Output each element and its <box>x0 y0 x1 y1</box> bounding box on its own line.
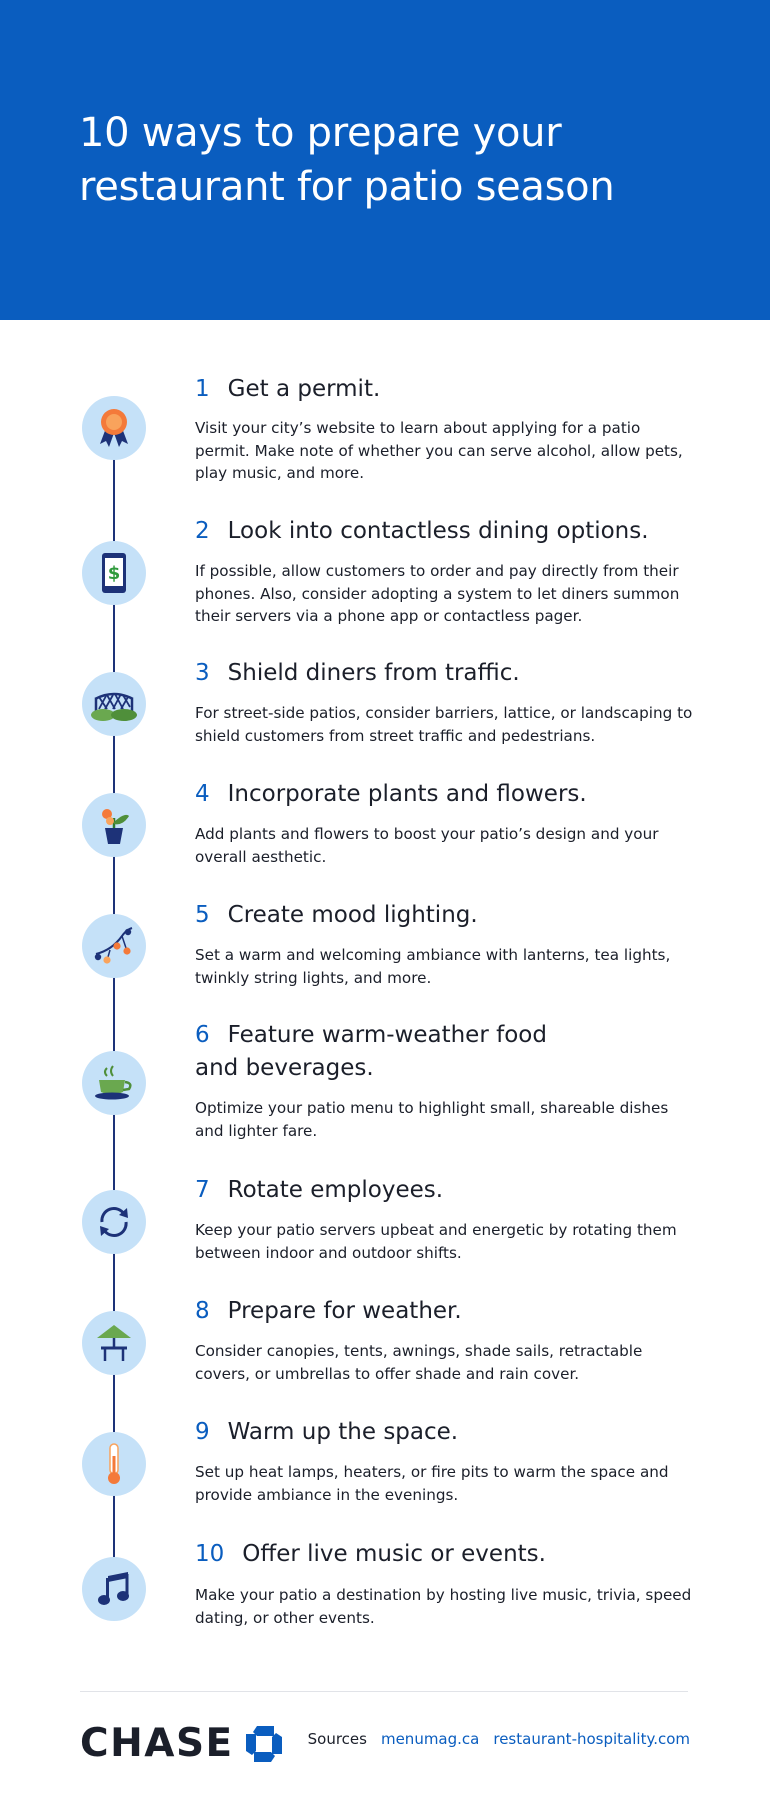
step-number: 6 <box>195 1022 210 1048</box>
step-title <box>195 1174 715 1207</box>
step-title <box>195 778 715 811</box>
step-number: 5 <box>195 902 210 928</box>
thermometer-icon <box>82 1432 146 1496</box>
award-ribbon-icon <box>82 396 146 460</box>
sources-label: Sources <box>307 1730 367 1748</box>
phone-dollar-icon <box>82 541 146 605</box>
step-title <box>195 1295 715 1328</box>
step-number: 4 <box>195 781 210 807</box>
step-title <box>195 515 715 548</box>
source-link-menumag[interactable]: menumag.ca <box>380 1730 480 1748</box>
potted-plant-icon <box>82 793 146 857</box>
step-description: Set up heat lamps, heaters, or fire pits to warm the space and provide ambiance in the evenings. <box>195 1463 669 1504</box>
step-title-text-cont: and beverages. <box>195 1055 374 1081</box>
umbrella-table-icon <box>82 1311 146 1375</box>
step-description: Add plants and flowers to boost your patio’s design and your overall aesthetic. <box>195 825 659 866</box>
step-title-text: Incorporate plants and flowers. <box>227 781 587 807</box>
step-title <box>195 657 715 690</box>
step-description: Consider canopies, tents, awnings, shade sails, retractable covers, or umbrellas to offer shade and rain cover. <box>195 1342 643 1383</box>
chase-octagon-icon <box>244 1724 284 1764</box>
step-description: Visit your city’s website to learn about applying for a patio permit. Make note of whether you can serve alcohol, allow pets, play music, and more. <box>195 419 683 482</box>
step-description: Set a warm and welcoming ambiance with lanterns, tea lights, twinkly string lights, and more. <box>195 946 671 987</box>
step-number: 3 <box>195 660 210 686</box>
step-number: 1 <box>195 376 210 402</box>
step-number: 2 <box>195 518 210 544</box>
hot-cup-icon <box>82 1051 146 1115</box>
svg-text:$: $ <box>107 563 121 584</box>
step-description: Make your patio a destination by hosting live music, trivia, speed dating, or other events. <box>195 1586 692 1627</box>
chase-logo <box>80 1722 284 1766</box>
chase-wordmark: CHASE <box>80 1721 234 1766</box>
step-title-text: Offer live music or events. <box>242 1541 546 1567</box>
step-title-text: Create mood lighting. <box>227 902 478 928</box>
step-title <box>195 373 715 406</box>
fence-icon <box>82 672 146 736</box>
step-title <box>195 1416 715 1449</box>
step-description: Keep your patio servers upbeat and energetic by rotating them between indoor and outdoor shifts. <box>195 1221 677 1262</box>
step-description: If possible, allow customers to order and pay directly from their phones. Also, consider adopting a system to let diners summon their servers via a phone app or contactless pager. <box>195 562 680 625</box>
step-title-text: Rotate employees. <box>227 1177 444 1203</box>
sources <box>308 1730 690 1748</box>
step-description: For street-side patios, consider barriers, lattice, or landscaping to shield customers from street traffic and pedestrians. <box>195 704 693 745</box>
string-lights-icon <box>82 914 146 978</box>
title-line-2: restaurant for patio season <box>79 164 615 210</box>
step-title-text: Warm up the space. <box>227 1419 459 1445</box>
step-title-text: Shield diners from traffic. <box>227 660 520 686</box>
step-title-text: Feature warm-weather food <box>227 1022 547 1048</box>
step-description: Optimize your patio menu to highlight small, shareable dishes and lighter fare. <box>195 1099 669 1140</box>
music-note-icon <box>82 1557 146 1621</box>
step-number: 8 <box>195 1298 210 1324</box>
step-title-text: Look into contactless dining options. <box>227 518 649 544</box>
footer-divider <box>80 1691 688 1692</box>
step-number: 10 <box>195 1541 225 1567</box>
step-title-text: Prepare for weather. <box>227 1298 462 1324</box>
step-number: 7 <box>195 1177 210 1203</box>
step-title <box>195 1538 715 1571</box>
header-banner <box>0 0 770 320</box>
rotate-arrows-icon <box>82 1190 146 1254</box>
step-number: 9 <box>195 1419 210 1445</box>
step-title-text: Get a permit. <box>227 376 381 402</box>
step-title <box>195 899 715 932</box>
step-title <box>195 1019 715 1085</box>
source-link-restaurant-hospitality[interactable]: restaurant-hospitality.com <box>493 1730 690 1748</box>
page-title <box>79 106 719 214</box>
title-line-1: 10 ways to prepare your <box>79 110 562 156</box>
